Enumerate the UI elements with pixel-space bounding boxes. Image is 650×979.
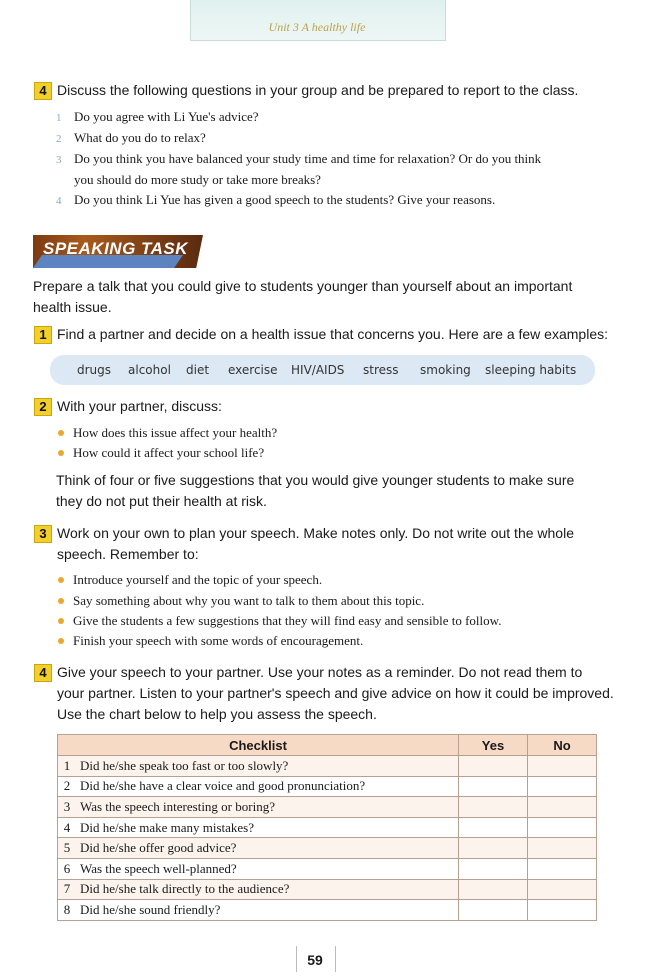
- table-row: [58, 879, 597, 900]
- table-row: [58, 776, 597, 797]
- step-number-badge: 4: [34, 664, 52, 682]
- table-row: [58, 858, 597, 879]
- row-number: 6: [58, 858, 77, 879]
- question-number: 3: [56, 154, 62, 166]
- no-cell[interactable]: [528, 776, 597, 797]
- no-cell[interactable]: [528, 838, 597, 859]
- bullet-dot: [58, 638, 64, 644]
- question-text-continued: you should do more study or take more breaks?: [74, 172, 321, 187]
- example-tag: diet: [186, 363, 210, 377]
- instruction-line: your partner. Listen to your partner's speech and give advice on how it could be improved.: [57, 685, 614, 701]
- question-text: Do you think Li Yue has given a good speech to the students? Give your reasons.: [74, 192, 496, 207]
- checklist-header: Checklist: [58, 735, 459, 756]
- example-tag: smoking: [420, 363, 471, 377]
- bullet-dot: [58, 450, 64, 456]
- intro-line: Prepare a talk that you could give to students younger than yourself about an important: [33, 278, 573, 294]
- instruction-line: Give your speech to your partner. Use your notes as a reminder. Do not read them to: [57, 664, 583, 680]
- yes-cell[interactable]: [459, 858, 528, 879]
- bullet-dot: [58, 598, 64, 604]
- row-text: Did he/she have a clear voice and good pronunciation?: [76, 776, 459, 797]
- speaking-task-banner: [33, 235, 203, 268]
- table-header-row: [58, 735, 597, 756]
- table-row: [58, 797, 597, 818]
- row-number: 8: [58, 900, 77, 921]
- row-text: Did he/she speak too fast or too slowly?: [76, 756, 459, 777]
- question-number: 4: [56, 195, 62, 207]
- row-number: 2: [58, 776, 77, 797]
- question-item: [56, 149, 616, 170]
- step-number-badge: 4: [34, 82, 52, 100]
- paragraph-line: Think of four or five suggestions that you would give younger students to make sure: [56, 472, 575, 488]
- row-number: 3: [58, 797, 77, 818]
- step4-instruction: [57, 662, 632, 725]
- table-row: [58, 756, 597, 777]
- discussion-instruction: Discuss the following questions in your group and be prepared to report to the class.: [57, 82, 579, 98]
- question-text: Do you think you have balanced your study time and time for relaxation? Or do you think: [74, 151, 542, 166]
- row-text: Did he/she offer good advice?: [76, 838, 459, 859]
- step-number-badge: 1: [34, 326, 52, 344]
- step2-paragraph: [56, 470, 626, 512]
- bullet-dot: [58, 618, 64, 624]
- unit-title: Unit 3 A healthy life: [268, 20, 366, 34]
- bullet-text: Introduce yourself and the topic of your speech.: [73, 572, 323, 587]
- no-cell[interactable]: [528, 797, 597, 818]
- step-number-badge: 2: [34, 398, 52, 416]
- row-number: 7: [58, 879, 77, 900]
- yes-cell[interactable]: [459, 817, 528, 838]
- row-text: Did he/she talk directly to the audience?: [76, 879, 459, 900]
- speaking-task-title: SPEAKING TASK: [43, 239, 189, 258]
- example-tag: HIV/AIDS: [291, 363, 345, 377]
- intro-line: health issue.: [33, 299, 112, 315]
- yes-cell[interactable]: [459, 776, 528, 797]
- bullet-text: How does this issue affect your health?: [73, 425, 278, 440]
- example-tag: stress: [363, 363, 399, 377]
- row-text: Was the speech well-planned?: [76, 858, 459, 879]
- speaking-task-intro: [33, 276, 618, 318]
- table-row: [58, 817, 597, 838]
- no-cell[interactable]: [528, 900, 597, 921]
- bullet-text: Finish your speech with some words of encouragement.: [73, 633, 364, 648]
- row-number: 5: [58, 838, 77, 859]
- row-text: Did he/she make many mistakes?: [76, 817, 459, 838]
- question-item: [56, 128, 616, 149]
- row-number: 1: [58, 756, 77, 777]
- bullet-text: How could it affect your school life?: [73, 445, 265, 460]
- row-text: Was the speech interesting or boring?: [76, 797, 459, 818]
- step2-instruction: With your partner, discuss:: [57, 398, 222, 414]
- bullet-dot: [58, 577, 64, 583]
- checklist-table: [57, 734, 597, 921]
- question-list: [56, 107, 616, 211]
- table-row: [58, 838, 597, 859]
- no-cell[interactable]: [528, 817, 597, 838]
- no-cell[interactable]: [528, 858, 597, 879]
- yes-cell[interactable]: [459, 900, 528, 921]
- step-number-badge: 3: [34, 525, 52, 543]
- instruction-line: speech. Remember to:: [57, 546, 199, 562]
- example-tag: exercise: [228, 363, 278, 377]
- example-tag: alcohol: [128, 363, 171, 377]
- yes-cell[interactable]: [459, 797, 528, 818]
- yes-cell[interactable]: [459, 756, 528, 777]
- paragraph-line: they do not put their health at risk.: [56, 493, 267, 509]
- row-number: 4: [58, 817, 77, 838]
- no-header: No: [528, 735, 597, 756]
- bullet-dot: [58, 430, 64, 436]
- table-row: [58, 900, 597, 921]
- yes-header: Yes: [459, 735, 528, 756]
- page-number: 59: [307, 952, 323, 968]
- step3-instruction: [57, 523, 627, 565]
- yes-cell[interactable]: [459, 879, 528, 900]
- example-tag: drugs: [77, 363, 112, 377]
- yes-cell[interactable]: [459, 838, 528, 859]
- instruction-line: Use the chart below to help you assess the speech.: [57, 706, 377, 722]
- no-cell[interactable]: [528, 756, 597, 777]
- bullet-text: Say something about why you want to talk to them about this topic.: [73, 593, 425, 608]
- examples-box: [50, 355, 595, 385]
- question-item: [56, 190, 616, 211]
- question-number: 2: [56, 133, 62, 145]
- no-cell[interactable]: [528, 879, 597, 900]
- question-text: Do you agree with Li Yue's advice?: [74, 109, 259, 124]
- instruction-line: Work on your own to plan your speech. Make notes only. Do not write out the whole: [57, 525, 574, 541]
- example-tag: sleeping habits: [485, 363, 577, 377]
- step1-instruction: Find a partner and decide on a health issue that concerns you. Here are a few examples:: [57, 326, 608, 342]
- bullet-text: Give the students a few suggestions that they will find easy and sensible to follow.: [73, 613, 502, 628]
- question-number: 1: [56, 112, 62, 124]
- row-text: Did he/she sound friendly?: [76, 900, 459, 921]
- question-item: [56, 107, 616, 128]
- question-text: What do you do to relax?: [74, 130, 206, 145]
